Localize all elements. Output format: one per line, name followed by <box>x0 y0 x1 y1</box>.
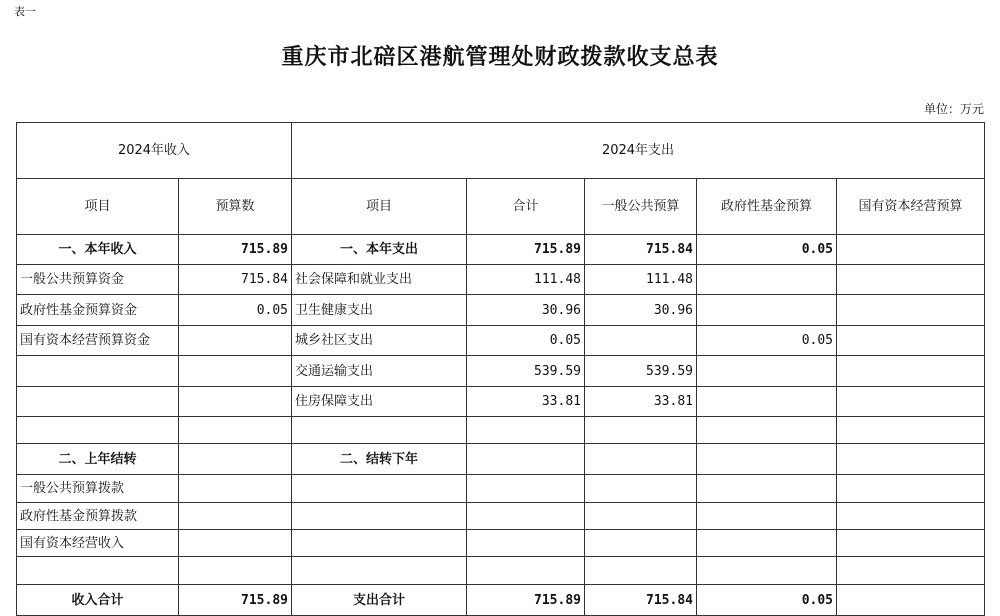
income-item-cell: 二、上年结转 <box>17 444 179 475</box>
soe-cell <box>837 417 985 444</box>
total-cell <box>467 475 585 503</box>
total-cell <box>467 444 585 475</box>
table-row <box>17 326 985 356</box>
income-budget-cell <box>179 557 292 585</box>
expense-item-cell <box>292 475 467 503</box>
income-item-cell: 政府性基金预算拨款 <box>17 503 179 530</box>
income-budget-cell: 715.89 <box>179 585 292 616</box>
column-header-row <box>17 179 985 235</box>
col-header-expense-item: 项目 <box>292 179 467 235</box>
soe-cell <box>837 530 985 557</box>
col-header-general-budget: 一般公共预算 <box>585 179 697 235</box>
income-budget-cell <box>179 417 292 444</box>
general-budget-cell <box>585 530 697 557</box>
income-item-cell <box>17 356 179 387</box>
total-cell: 715.89 <box>467 235 585 265</box>
gov-fund-cell: 0.05 <box>697 235 837 265</box>
table-row <box>17 265 985 295</box>
gov-fund-cell <box>697 356 837 387</box>
total-cell: 715.89 <box>467 585 585 616</box>
general-budget-cell <box>585 326 697 356</box>
income-item-cell <box>17 387 179 417</box>
col-header-soe-budget: 国有资本经营预算 <box>837 179 985 235</box>
general-budget-cell: 33.81 <box>585 387 697 417</box>
col-header-gov-fund-budget: 政府性基金预算 <box>697 179 837 235</box>
total-cell: 30.96 <box>467 295 585 326</box>
income-budget-cell: 0.05 <box>179 295 292 326</box>
income-item-cell <box>17 557 179 585</box>
total-cell <box>467 557 585 585</box>
gov-fund-cell <box>697 265 837 295</box>
expense-group-header: 2024年支出 <box>292 123 985 179</box>
expense-item-cell: 一、本年支出 <box>292 235 467 265</box>
income-item-cell: 政府性基金预算资金 <box>17 295 179 326</box>
general-budget-cell <box>585 417 697 444</box>
gov-fund-cell <box>697 295 837 326</box>
general-budget-cell: 715.84 <box>585 235 697 265</box>
soe-cell <box>837 444 985 475</box>
page-title: 重庆市北碚区港航管理处财政拨款收支总表 <box>281 45 719 70</box>
total-cell: 111.48 <box>467 265 585 295</box>
table-row <box>17 387 985 417</box>
gov-fund-cell <box>697 417 837 444</box>
income-item-cell: 国有资本经营预算资金 <box>17 326 179 356</box>
soe-cell <box>837 557 985 585</box>
income-item-cell: 一般公共预算拨款 <box>17 475 179 503</box>
gov-fund-cell: 0.05 <box>697 326 837 356</box>
income-item-cell: 国有资本经营收入 <box>17 530 179 557</box>
income-budget-cell <box>179 475 292 503</box>
gov-fund-cell <box>697 530 837 557</box>
income-budget-cell <box>179 530 292 557</box>
table-row <box>17 295 985 326</box>
table-row <box>17 417 985 444</box>
income-item-cell: 收入合计 <box>17 585 179 616</box>
table-row <box>17 530 985 557</box>
col-header-income-item: 项目 <box>17 179 179 235</box>
table-row <box>17 356 985 387</box>
general-budget-cell <box>585 503 697 530</box>
table-number-label: 表一 <box>14 5 36 18</box>
expense-item-cell <box>292 530 467 557</box>
table-row <box>17 235 985 265</box>
total-cell <box>467 417 585 444</box>
income-item-cell: 一、本年收入 <box>17 235 179 265</box>
expense-item-cell <box>292 417 467 444</box>
general-budget-cell: 30.96 <box>585 295 697 326</box>
soe-cell <box>837 235 985 265</box>
soe-cell <box>837 387 985 417</box>
general-budget-cell: 539.59 <box>585 356 697 387</box>
table-row <box>17 444 985 475</box>
table-row <box>17 585 985 616</box>
soe-cell <box>837 295 985 326</box>
income-budget-cell <box>179 326 292 356</box>
total-cell <box>467 530 585 557</box>
expense-item-cell <box>292 503 467 530</box>
income-budget-cell: 715.84 <box>179 265 292 295</box>
col-header-budget: 预算数 <box>179 179 292 235</box>
income-group-header: 2024年收入 <box>17 123 292 179</box>
total-cell: 33.81 <box>467 387 585 417</box>
soe-cell <box>837 326 985 356</box>
expense-item-cell: 交通运输支出 <box>292 356 467 387</box>
expense-item-cell: 支出合计 <box>292 585 467 616</box>
soe-cell <box>837 585 985 616</box>
general-budget-cell <box>585 475 697 503</box>
expense-item-cell <box>292 557 467 585</box>
gov-fund-cell <box>697 444 837 475</box>
soe-cell <box>837 356 985 387</box>
income-budget-cell <box>179 503 292 530</box>
budget-table <box>16 122 985 616</box>
expense-item-cell: 卫生健康支出 <box>292 295 467 326</box>
soe-cell <box>837 475 985 503</box>
general-budget-cell: 111.48 <box>585 265 697 295</box>
expense-item-cell: 住房保障支出 <box>292 387 467 417</box>
income-item-cell <box>17 417 179 444</box>
header-group-row <box>17 123 985 179</box>
soe-cell <box>837 503 985 530</box>
col-header-total: 合计 <box>467 179 585 235</box>
soe-cell <box>837 265 985 295</box>
gov-fund-cell <box>697 557 837 585</box>
gov-fund-cell <box>697 475 837 503</box>
table-row <box>17 557 985 585</box>
table-row <box>17 503 985 530</box>
income-budget-cell <box>179 387 292 417</box>
table-row <box>17 475 985 503</box>
total-cell: 0.05 <box>467 326 585 356</box>
expense-item-cell: 社会保障和就业支出 <box>292 265 467 295</box>
income-budget-cell: 715.89 <box>179 235 292 265</box>
general-budget-cell <box>585 444 697 475</box>
income-item-cell: 一般公共预算资金 <box>17 265 179 295</box>
total-cell <box>467 503 585 530</box>
gov-fund-cell <box>697 387 837 417</box>
expense-item-cell: 城乡社区支出 <box>292 326 467 356</box>
income-budget-cell <box>179 444 292 475</box>
expense-item-cell: 二、结转下年 <box>292 444 467 475</box>
total-cell: 539.59 <box>467 356 585 387</box>
unit-label: 单位：万元 <box>923 102 984 116</box>
general-budget-cell: 715.84 <box>585 585 697 616</box>
gov-fund-cell <box>697 503 837 530</box>
general-budget-cell <box>585 557 697 585</box>
income-budget-cell <box>179 356 292 387</box>
gov-fund-cell: 0.05 <box>697 585 837 616</box>
